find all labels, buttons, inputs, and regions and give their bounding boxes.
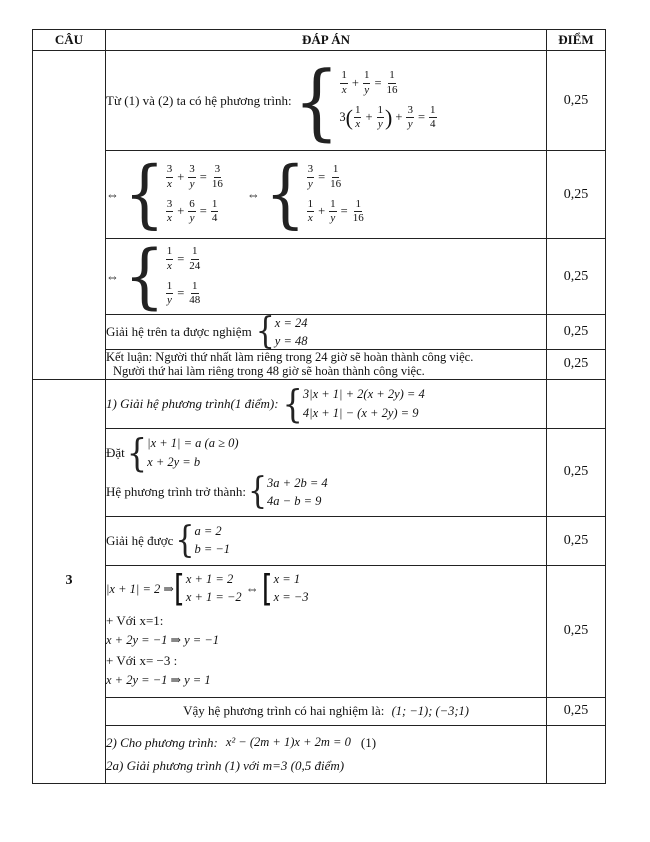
step-text: Giải hệ được [106, 532, 174, 548]
equation: y = 48 [274, 333, 308, 348]
score-cell: 0,25 [547, 151, 606, 239]
equation: x = −3 [273, 590, 309, 605]
equation-system: { 3a + 2b = 4 4a − b = 9 [247, 470, 328, 513]
conclusion-line: Kết luận: Người thứ nhất làm riêng trong 24 giờ sẽ hoàn thành công việc. [106, 350, 474, 364]
score-cell: 0,25 [547, 697, 606, 725]
step-text: Từ (1) và (2) ta có hệ phương trình: [106, 92, 292, 108]
case-label: + Với x=1: [106, 613, 164, 629]
step-text: Giải hệ trên ta được nghiệm [106, 324, 252, 339]
cau-cell-empty [33, 51, 106, 380]
score-cell-empty [547, 379, 606, 428]
score-cell: 0,25 [547, 565, 606, 697]
equation-system: { $\frac{1}{x}$ = $\frac{1}{24}$ $\frac{1}{y}$ = $\frac{1}{48}$ [124, 235, 201, 318]
equation: b = −1 [194, 542, 231, 557]
equation-system: { 3|x + 1| + 2(x + 2y) = 4 4|x + 1| − (x + 2y) = 9 [282, 380, 425, 427]
answer-cell: |x + 1| = 2 ⇒ [ x + 1 = 2 x + 1 = −2 ⇔ [ x = 1 x = −3 + Với x=1: x + 2y = −1 ⇒ y = −1 + Với x= −3 : x + 2y = −1 ⇒ y = 1 [106, 565, 547, 697]
equation-system: { |x + 1| = a (a ≥ 0) x + 2y = b [126, 429, 239, 476]
equation: 4|x + 1| − (x + 2y) = 9 [302, 405, 419, 420]
header-row [33, 30, 606, 51]
table-row [33, 565, 606, 697]
table-row [33, 151, 606, 239]
equation: x + 2y = −1 ⇒ y = 1 [106, 672, 211, 687]
score-cell: 0,25 [547, 239, 606, 315]
equation: x² − (2m + 1)x + 2m = 0 [225, 735, 351, 750]
answer-cell: ⇔ { $\frac{3}{x}$ + $\frac{3}{y}$ = $\frac{3}{16}$ $\frac{3}{x}$ + $\frac{6}{y}$ = $\frac{1}{4}$ ⇔ { $\frac{3}{y}$ = $\frac{1}{16}$ $\frac{1}{x}$ + $\frac{1}{y}$ = $\frac{1}{16}$ [106, 151, 547, 239]
equation: x = 24 [274, 315, 308, 330]
equation-system: { a = 2 b = −1 [175, 519, 231, 562]
answer-cell: ⇔ { $\frac{1}{x}$ = $\frac{1}{24}$ $\frac{1}{y}$ = $\frac{1}{48}$ [106, 239, 547, 315]
equation: 3|x + 1| + 2(x + 2y) = 4 [302, 386, 425, 401]
part-title: 1) Giải hệ phương trình(1 điểm): [106, 395, 279, 411]
equation: x + 1 = 2 [185, 572, 234, 587]
answer-cell [106, 697, 547, 725]
table-row [33, 428, 606, 516]
part-title: 2a) Giải phương trình (1) với m=3 (0,5 điểm) [106, 758, 345, 774]
answer-cell [106, 350, 547, 380]
answer-cell [106, 725, 547, 783]
score-cell: 0,25 [547, 51, 606, 151]
equation-tag: (1) [360, 734, 377, 750]
table-row [33, 239, 606, 315]
equation: |x + 1| = 2 ⇒ [106, 581, 174, 596]
answer-table [32, 29, 606, 784]
table-row [33, 350, 606, 380]
score-cell: 0,25 [547, 350, 606, 380]
score-cell-empty [547, 725, 606, 783]
equation: x + 2y = b [147, 454, 201, 469]
question-number: 3 [33, 379, 106, 783]
equation: 3a + 2b = 4 [267, 475, 328, 490]
table-row [33, 697, 606, 725]
equation: 4a − b = 9 [267, 493, 322, 508]
equation-system: { $\frac{1}{x}$ + $\frac{1}{y}$ = $\frac{1}{16}$ 3 ( $\frac{1}{x}$ + $\frac{1}{y}$ ) + $\frac{3}{y}$ = $\frac{1}{4}$ [293, 52, 436, 149]
conclusion-text: Vậy hệ phương trình có hai nghiệm là: [183, 703, 385, 719]
equation: a = 2 [194, 524, 222, 539]
table-row [33, 725, 606, 783]
score-cell: 0,25 [547, 315, 606, 350]
equation-system: { $\frac{3}{x}$ + $\frac{3}{y}$ = $\frac{3}{16}$ $\frac{3}{x}$ + $\frac{6}{y}$ = $\frac{1}{4}$ [124, 151, 223, 238]
equation: x + 1 = −2 [185, 590, 242, 605]
answer-cell [106, 428, 547, 516]
equation: x = 1 [273, 572, 301, 587]
answer-cell [106, 51, 547, 151]
table-row [33, 315, 606, 350]
case-label: + Với x= −3 : [106, 652, 178, 668]
header-dap-an: ĐÁP ÁN [106, 30, 547, 51]
conclusion-line: Người thứ hai làm riêng trong 48 giờ sẽ hoàn thành công việc. [113, 364, 425, 379]
answer-cell [106, 379, 547, 428]
table-row [33, 51, 606, 151]
score-cell: 0,25 [547, 516, 606, 565]
answer-cell [106, 310, 547, 353]
equivalence-symbol: ⇔ [245, 580, 259, 596]
header-cau: CÂU [33, 30, 106, 51]
table-row [33, 516, 606, 565]
part-title: 2) Cho phương trình: [106, 734, 218, 750]
table-row [33, 379, 606, 428]
answer-cell [106, 516, 547, 565]
step-text: Đặt [106, 444, 125, 460]
score-cell: 0,25 [547, 428, 606, 516]
equation-system: { x = 24 y = 48 [255, 310, 308, 353]
header-diem: ĐIỂM [547, 30, 606, 51]
equation-system: { $\frac{3}{y}$ = $\frac{1}{16}$ $\frac{1}{x}$ + $\frac{1}{y}$ = $\frac{1}{16}$ [264, 151, 364, 238]
step-text: Hệ phương trình trở thành: [106, 484, 246, 500]
equation: x + 2y = −1 ⇒ y = −1 [106, 633, 220, 648]
solution-set: (1; −1); (−3;1) [391, 704, 469, 719]
equation: |x + 1| = a (a ≥ 0) [147, 435, 239, 450]
